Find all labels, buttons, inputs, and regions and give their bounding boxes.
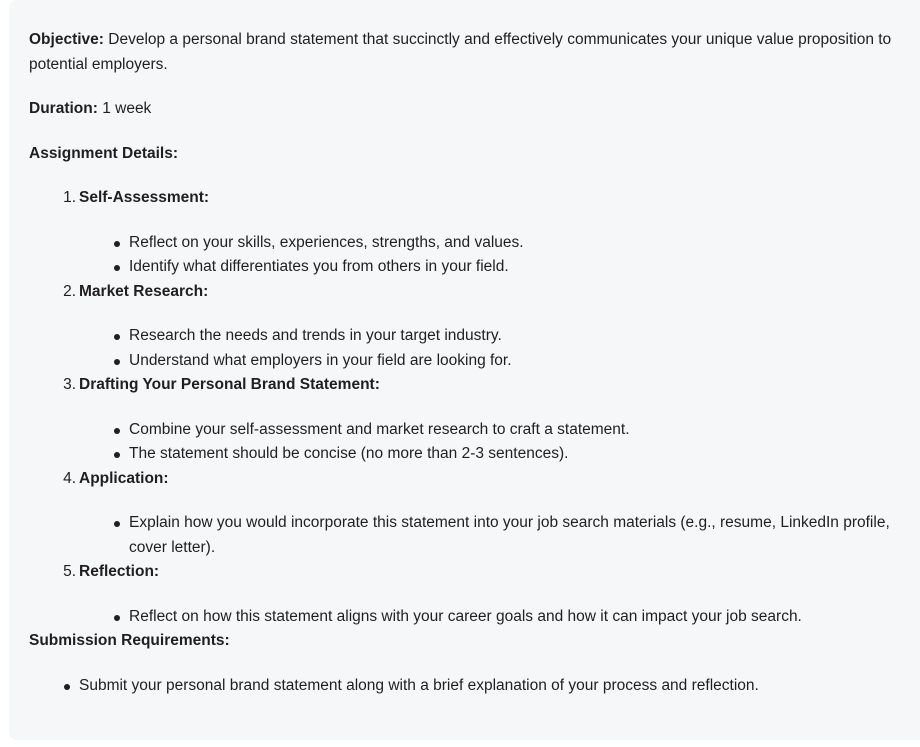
step-title: Market Research: xyxy=(79,282,209,300)
list-item: Understand what employers in your field are looking for. xyxy=(129,349,899,374)
step-item xyxy=(79,280,899,374)
assignment-heading: Assignment Details: xyxy=(29,144,179,162)
duration-text: 1 week xyxy=(97,100,152,117)
step-bullet-list xyxy=(79,605,899,630)
list-item: Reflect on how this statement aligns with your career goals and how it can impact your job search. xyxy=(129,605,899,630)
submission-heading: Submission Requirements: xyxy=(29,632,230,649)
list-item: Identify what differentiates you from others in your field. xyxy=(129,255,899,280)
assignment-heading-paragraph xyxy=(29,142,899,167)
step-item xyxy=(79,467,899,561)
step-bullet-list xyxy=(79,324,899,373)
step-title: Application: xyxy=(79,469,169,487)
step-title: Drafting Your Personal Brand Statement: xyxy=(79,376,380,393)
step-item xyxy=(79,560,899,629)
step-bullet-list xyxy=(79,231,899,280)
duration-paragraph xyxy=(29,97,899,122)
objective-text: Develop a personal brand statement that succinctly and effectively communicates your unique value proposition to potential employers. xyxy=(29,31,892,73)
step-bullet-list xyxy=(79,511,899,560)
list-item: Submit your personal brand statement along with a brief explanation of your process and reflection. xyxy=(79,674,899,699)
message-card xyxy=(9,0,920,740)
submission-list xyxy=(29,674,899,699)
objective-paragraph xyxy=(29,28,899,77)
duration-label: Duration: xyxy=(29,100,98,117)
list-item: Reflect on your skills, experiences, strengths, and values. xyxy=(129,231,899,256)
step-title: Reflection: xyxy=(79,563,160,580)
list-item: Research the needs and trends in your target industry. xyxy=(129,324,899,349)
step-item xyxy=(79,373,899,467)
objective-label: Objective: xyxy=(29,31,104,48)
step-title: Self-Assessment: xyxy=(79,189,210,206)
assignment-steps-list xyxy=(29,186,899,629)
list-item: Explain how you would incorporate this statement into your job search materials (e.g., resume, LinkedIn profile, cover letter). xyxy=(129,511,899,560)
assignment-content xyxy=(29,28,899,698)
step-item xyxy=(79,186,899,280)
step-bullet-list xyxy=(79,418,899,467)
list-item: The statement should be concise (no more than 2-3 sentences). xyxy=(129,442,899,467)
list-item: Combine your self-assessment and market research to craft a statement. xyxy=(129,418,899,443)
